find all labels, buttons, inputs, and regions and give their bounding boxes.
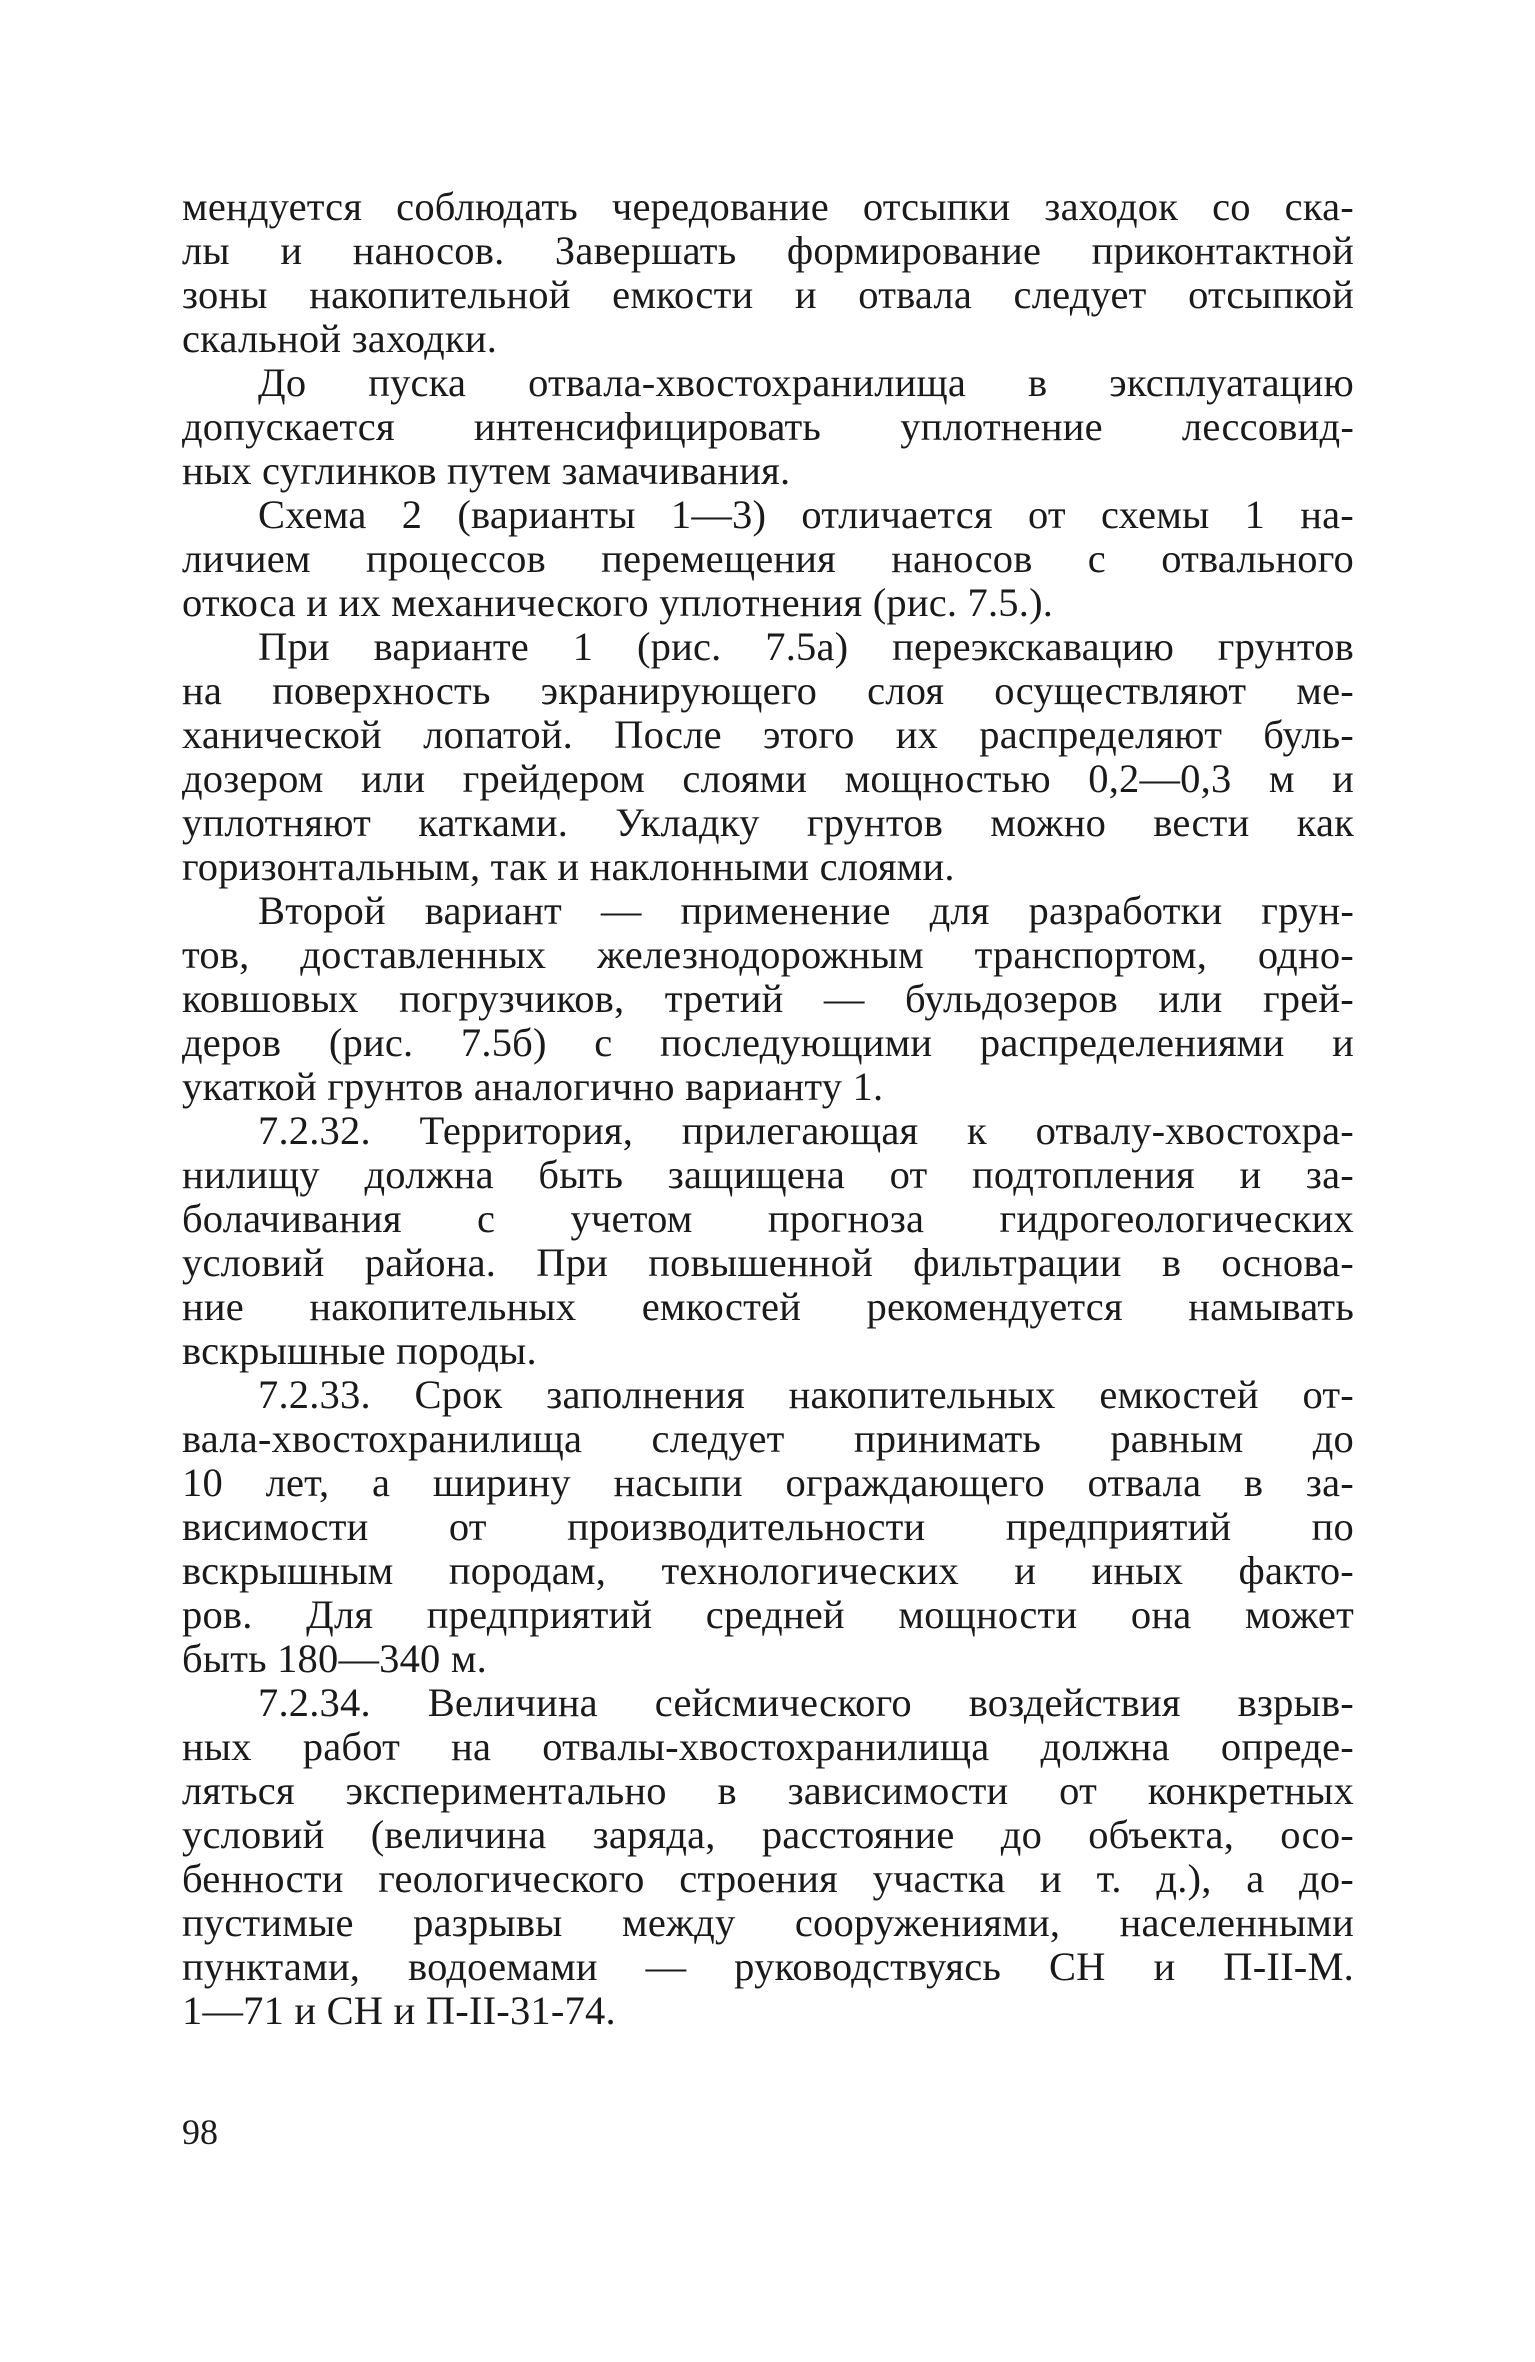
text-line: допускается интенсифицировать уплотнение лессовид-	[182, 404, 1354, 449]
text-line: откоса и их механического уплотнения (рис. 7.5.).	[182, 580, 1054, 625]
text-line: Схема 2 (варианты 1—3) отличается от схемы 1 на-	[258, 492, 1354, 537]
paragraph	[182, 361, 1354, 493]
text-line: личием процессов перемещения наносов с отвального	[182, 536, 1354, 581]
text-line: ковшовых погрузчиков, третий — бульдозеров или грей-	[182, 976, 1354, 1021]
paragraph	[182, 1109, 1354, 1373]
text-line: 10 лет, а ширину насыпи ограждающего отвала в за-	[182, 1460, 1354, 1505]
text-line: мендуется соблюдать чередование отсыпки заходок со ска-	[182, 184, 1354, 229]
text-line: зоны накопительной емкости и отвала следует отсыпкой	[182, 272, 1354, 317]
paragraph	[182, 1681, 1354, 2033]
paragraph	[182, 185, 1354, 361]
text-line: лы и наносов. Завершать формирование приконтактной	[182, 228, 1354, 273]
text-line: пунктами, водоемами — руководствуясь СН и П-II-М.	[182, 1944, 1354, 1989]
text-line: условий (величина заряда, расстояние до объекта, осо-	[182, 1812, 1354, 1857]
text-line: ров. Для предприятий средней мощности она может	[182, 1592, 1354, 1637]
page-body	[182, 185, 1354, 2033]
text-line: ных суглинков путем замачивания.	[182, 448, 791, 493]
text-line: болачивания с учетом прогноза гидрогеологических	[182, 1196, 1354, 1241]
text-line: 7.2.33. Срок заполнения накопительных емкостей от-	[258, 1372, 1354, 1417]
text-line: дозером или грейдером слоями мощностью 0,2—0,3 м и	[182, 756, 1354, 801]
text-line: вскрышные породы.	[182, 1328, 537, 1373]
text-line: 1—71 и СН и П-II-31-74.	[182, 1988, 616, 2033]
text-line: вала-хвостохранилища следует принимать равным до	[182, 1416, 1354, 1461]
text-line: укаткой грунтов аналогично варианту 1.	[182, 1064, 884, 1109]
text-line: горизонтальным, так и наклонными слоями.	[182, 844, 955, 889]
text-line: вскрышным породам, технологических и иных факто-	[182, 1548, 1354, 1593]
paragraph	[182, 493, 1354, 625]
text-line: висимости от производительности предприятий по	[182, 1504, 1354, 1549]
text-line: ных работ на отвалы-хвостохранилища должна опреде-	[182, 1724, 1354, 1769]
text-line: До пуска отвала-хвостохранилища в эксплуатацию	[258, 360, 1354, 405]
text-line: скальной заходки.	[182, 316, 498, 361]
text-line: уплотняют катками. Укладку грунтов можно вести как	[182, 800, 1354, 845]
text-line: тов, доставленных железнодорожным транспортом, одно-	[182, 932, 1354, 977]
paragraph	[182, 1373, 1354, 1681]
paragraph	[182, 889, 1354, 1109]
page-number: 98	[182, 2112, 218, 2152]
text-line: пустимые разрывы между сооружениями, населенными	[182, 1900, 1354, 1945]
text-line: на поверхность экранирующего слоя осуществляют ме-	[182, 668, 1354, 713]
text-line: бенности геологического строения участка и т. д.), а до-	[182, 1856, 1354, 1901]
paragraph	[182, 625, 1354, 889]
text-line: ханической лопатой. После этого их распределяют буль-	[182, 712, 1354, 757]
text-line: 7.2.34. Величина сейсмического воздействия взрыв-	[258, 1680, 1354, 1725]
text-line: нилищу должна быть защищена от подтопления и за-	[182, 1152, 1354, 1197]
text-line: условий района. При повышенной фильтрации в основа-	[182, 1240, 1354, 1285]
text-line: 7.2.32. Территория, прилегающая к отвалу-хвостохра-	[258, 1108, 1354, 1153]
text-line: При варианте 1 (рис. 7.5а) переэкскавацию грунтов	[258, 624, 1354, 669]
text-line: ляться экспериментально в зависимости от конкретных	[182, 1768, 1354, 1813]
text-line: быть 180—340 м.	[182, 1636, 487, 1681]
text-line: ние накопительных емкостей рекомендуется намывать	[182, 1284, 1354, 1329]
text-line: Второй вариант — применение для разработки грун-	[258, 888, 1354, 933]
text-line: деров (рис. 7.5б) с последующими распределениями и	[182, 1020, 1354, 1065]
